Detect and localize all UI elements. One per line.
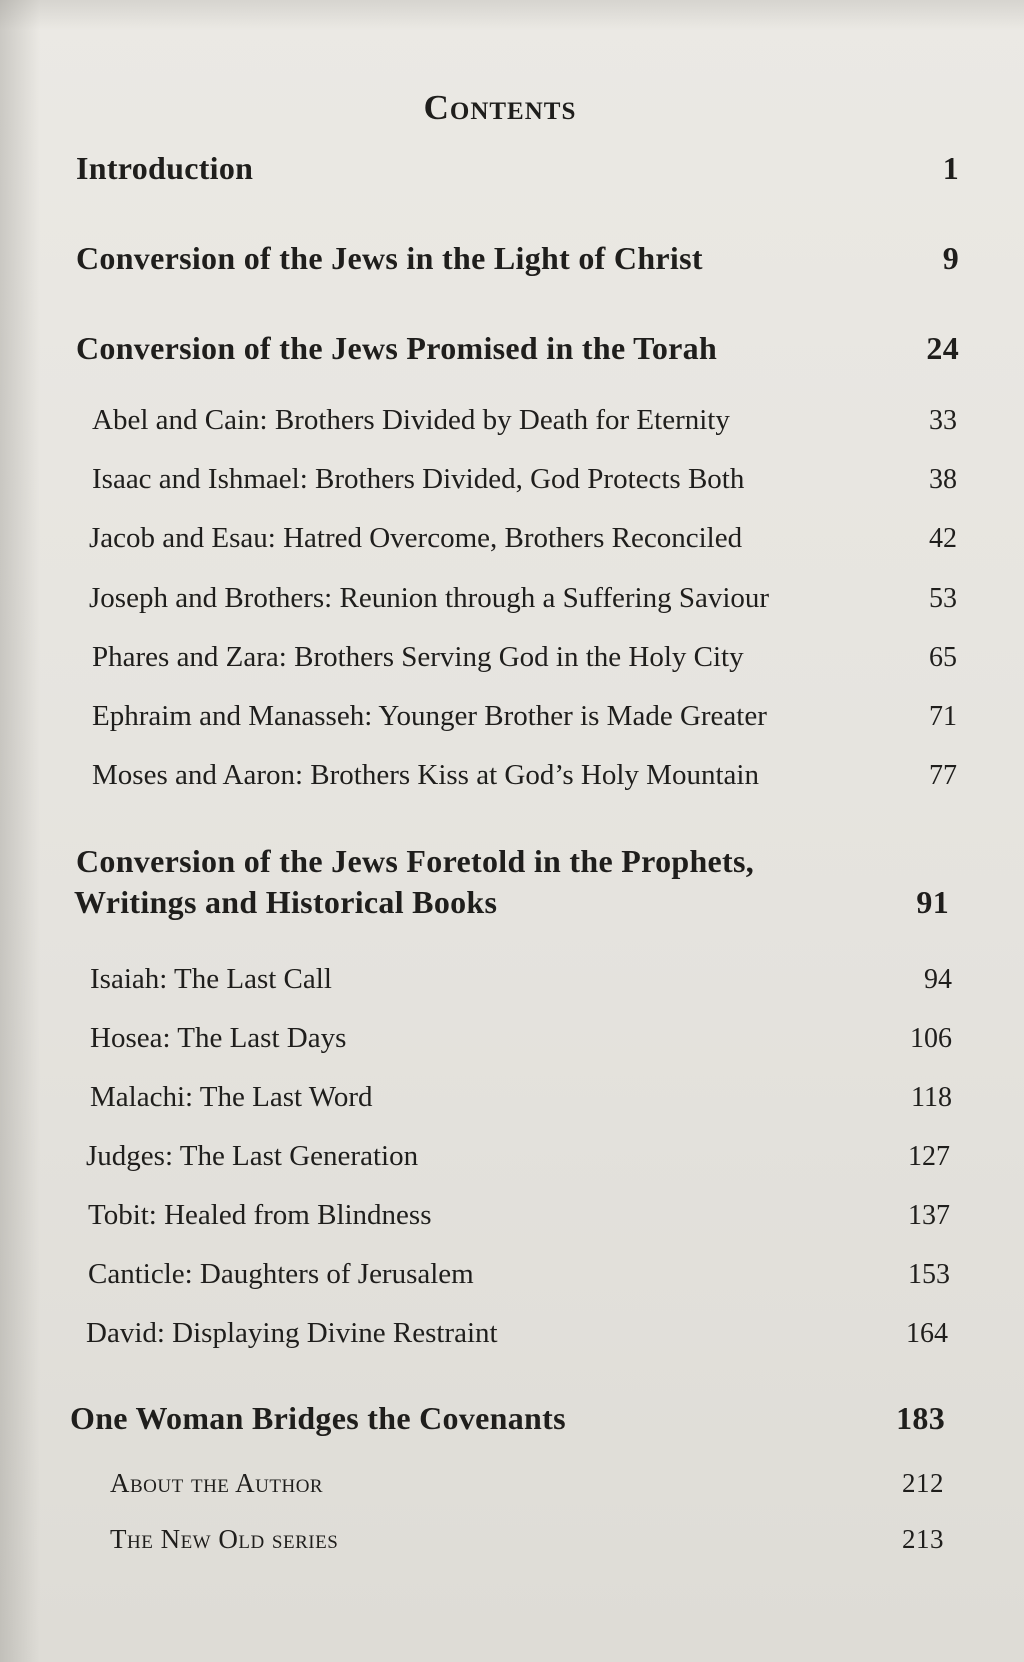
toc-chapter-title: Tobit: Healed from Blindness: [88, 1199, 432, 1231]
toc-chapter: [88, 1199, 950, 1232]
toc-page-number: 24: [926, 330, 959, 366]
toc-chapter: [92, 463, 957, 496]
toc-chapter: [90, 1022, 952, 1055]
toc-part-torah: [76, 330, 959, 367]
toc-chapter: [92, 759, 957, 792]
toc-chapter: [90, 1081, 952, 1114]
toc-part-one-woman: [70, 1400, 945, 1437]
contents-heading: Contents: [423, 88, 577, 127]
toc-chapter: [92, 641, 957, 674]
toc-chapter-title: Judges: The Last Generation: [86, 1140, 419, 1172]
toc-page-number: 153: [908, 1259, 950, 1290]
toc-chapter: [86, 1140, 950, 1173]
toc-chapter: [86, 1317, 948, 1350]
toc-page-number: 42: [929, 523, 957, 554]
toc-chapter-title: David: Displaying Divine Restraint: [86, 1317, 498, 1349]
toc-part-title-line2: Writings and Historical Books: [74, 884, 498, 920]
toc-page-number: 106: [910, 1023, 952, 1054]
toc-chapter-title: Moses and Aaron: Brothers Kiss at God’s Holy Mountain: [92, 759, 759, 791]
toc-chapter: [92, 700, 957, 733]
toc-page-number: 127: [908, 1141, 950, 1172]
toc-chapter-title: Isaac and Ishmael: Brothers Divided, God Protects Both: [92, 463, 745, 495]
toc-chapter-title: Hosea: The Last Days: [90, 1022, 347, 1054]
toc-chapter-title: Joseph and Brothers: Reunion through a Suffering Saviour: [89, 582, 770, 614]
toc-chapter-title: Phares and Zara: Brothers Serving God in the Holy City: [92, 641, 744, 673]
toc-page-number: 212: [902, 1468, 944, 1498]
toc-page-number: 77: [929, 760, 957, 791]
toc-back-title: The New Old series: [110, 1524, 339, 1554]
toc-part-title: Conversion of the Jews in the Light of Christ: [76, 240, 703, 276]
toc-chapter-title: Isaiah: The Last Call: [90, 963, 332, 995]
toc-chapter-title: Abel and Cain: Brothers Divided by Death for Eternity: [92, 404, 730, 436]
toc-chapter: [92, 404, 957, 437]
toc-page-number: 118: [911, 1082, 952, 1113]
toc-chapter: [89, 522, 957, 555]
toc-page-number: 164: [906, 1318, 948, 1349]
toc-part-title: Introduction: [76, 150, 254, 186]
toc-page-number: 91: [916, 884, 949, 920]
toc-page-number: 33: [929, 405, 957, 436]
page-top-shadow: [0, 0, 1024, 30]
toc-page-number: 183: [896, 1400, 945, 1436]
toc-chapter: [89, 582, 957, 615]
toc-part-title: One Woman Bridges the Covenants: [70, 1400, 566, 1436]
toc-part-prophets: [74, 843, 959, 921]
toc-part-title: Conversion of the Jews Promised in the Torah: [76, 330, 718, 366]
toc-page-number: 53: [929, 583, 957, 614]
toc-page-number: 9: [942, 240, 959, 276]
toc-page-number: 71: [929, 701, 957, 732]
toc-back-matter: [110, 1524, 944, 1555]
toc-page-number: 94: [924, 964, 952, 995]
toc-part-introduction: [76, 150, 959, 187]
page-edge-shadow: [0, 0, 40, 1662]
toc-page-number: 38: [929, 464, 957, 495]
toc-back-matter: [110, 1468, 944, 1499]
toc-page-number: 65: [929, 642, 957, 673]
toc-chapter-title: Jacob and Esau: Hatred Overcome, Brothers Reconciled: [89, 522, 743, 554]
toc-page-number: 137: [908, 1200, 950, 1231]
toc-chapter-title: Malachi: The Last Word: [90, 1081, 373, 1113]
toc-part-title-line1: Conversion of the Jews Foretold in the Prophets,: [76, 843, 755, 879]
toc-chapter: [88, 1258, 950, 1291]
toc-back-title: About the Author: [110, 1468, 324, 1498]
toc-part-light-of-christ: [76, 240, 959, 277]
toc-chapter: [90, 963, 952, 996]
toc-page-number: 213: [902, 1524, 944, 1554]
toc-chapter-title: Canticle: Daughters of Jerusalem: [88, 1258, 474, 1290]
toc-page-number: 1: [942, 150, 959, 186]
toc-chapter-title: Ephraim and Manasseh: Younger Brother is Made Greater: [92, 700, 767, 732]
